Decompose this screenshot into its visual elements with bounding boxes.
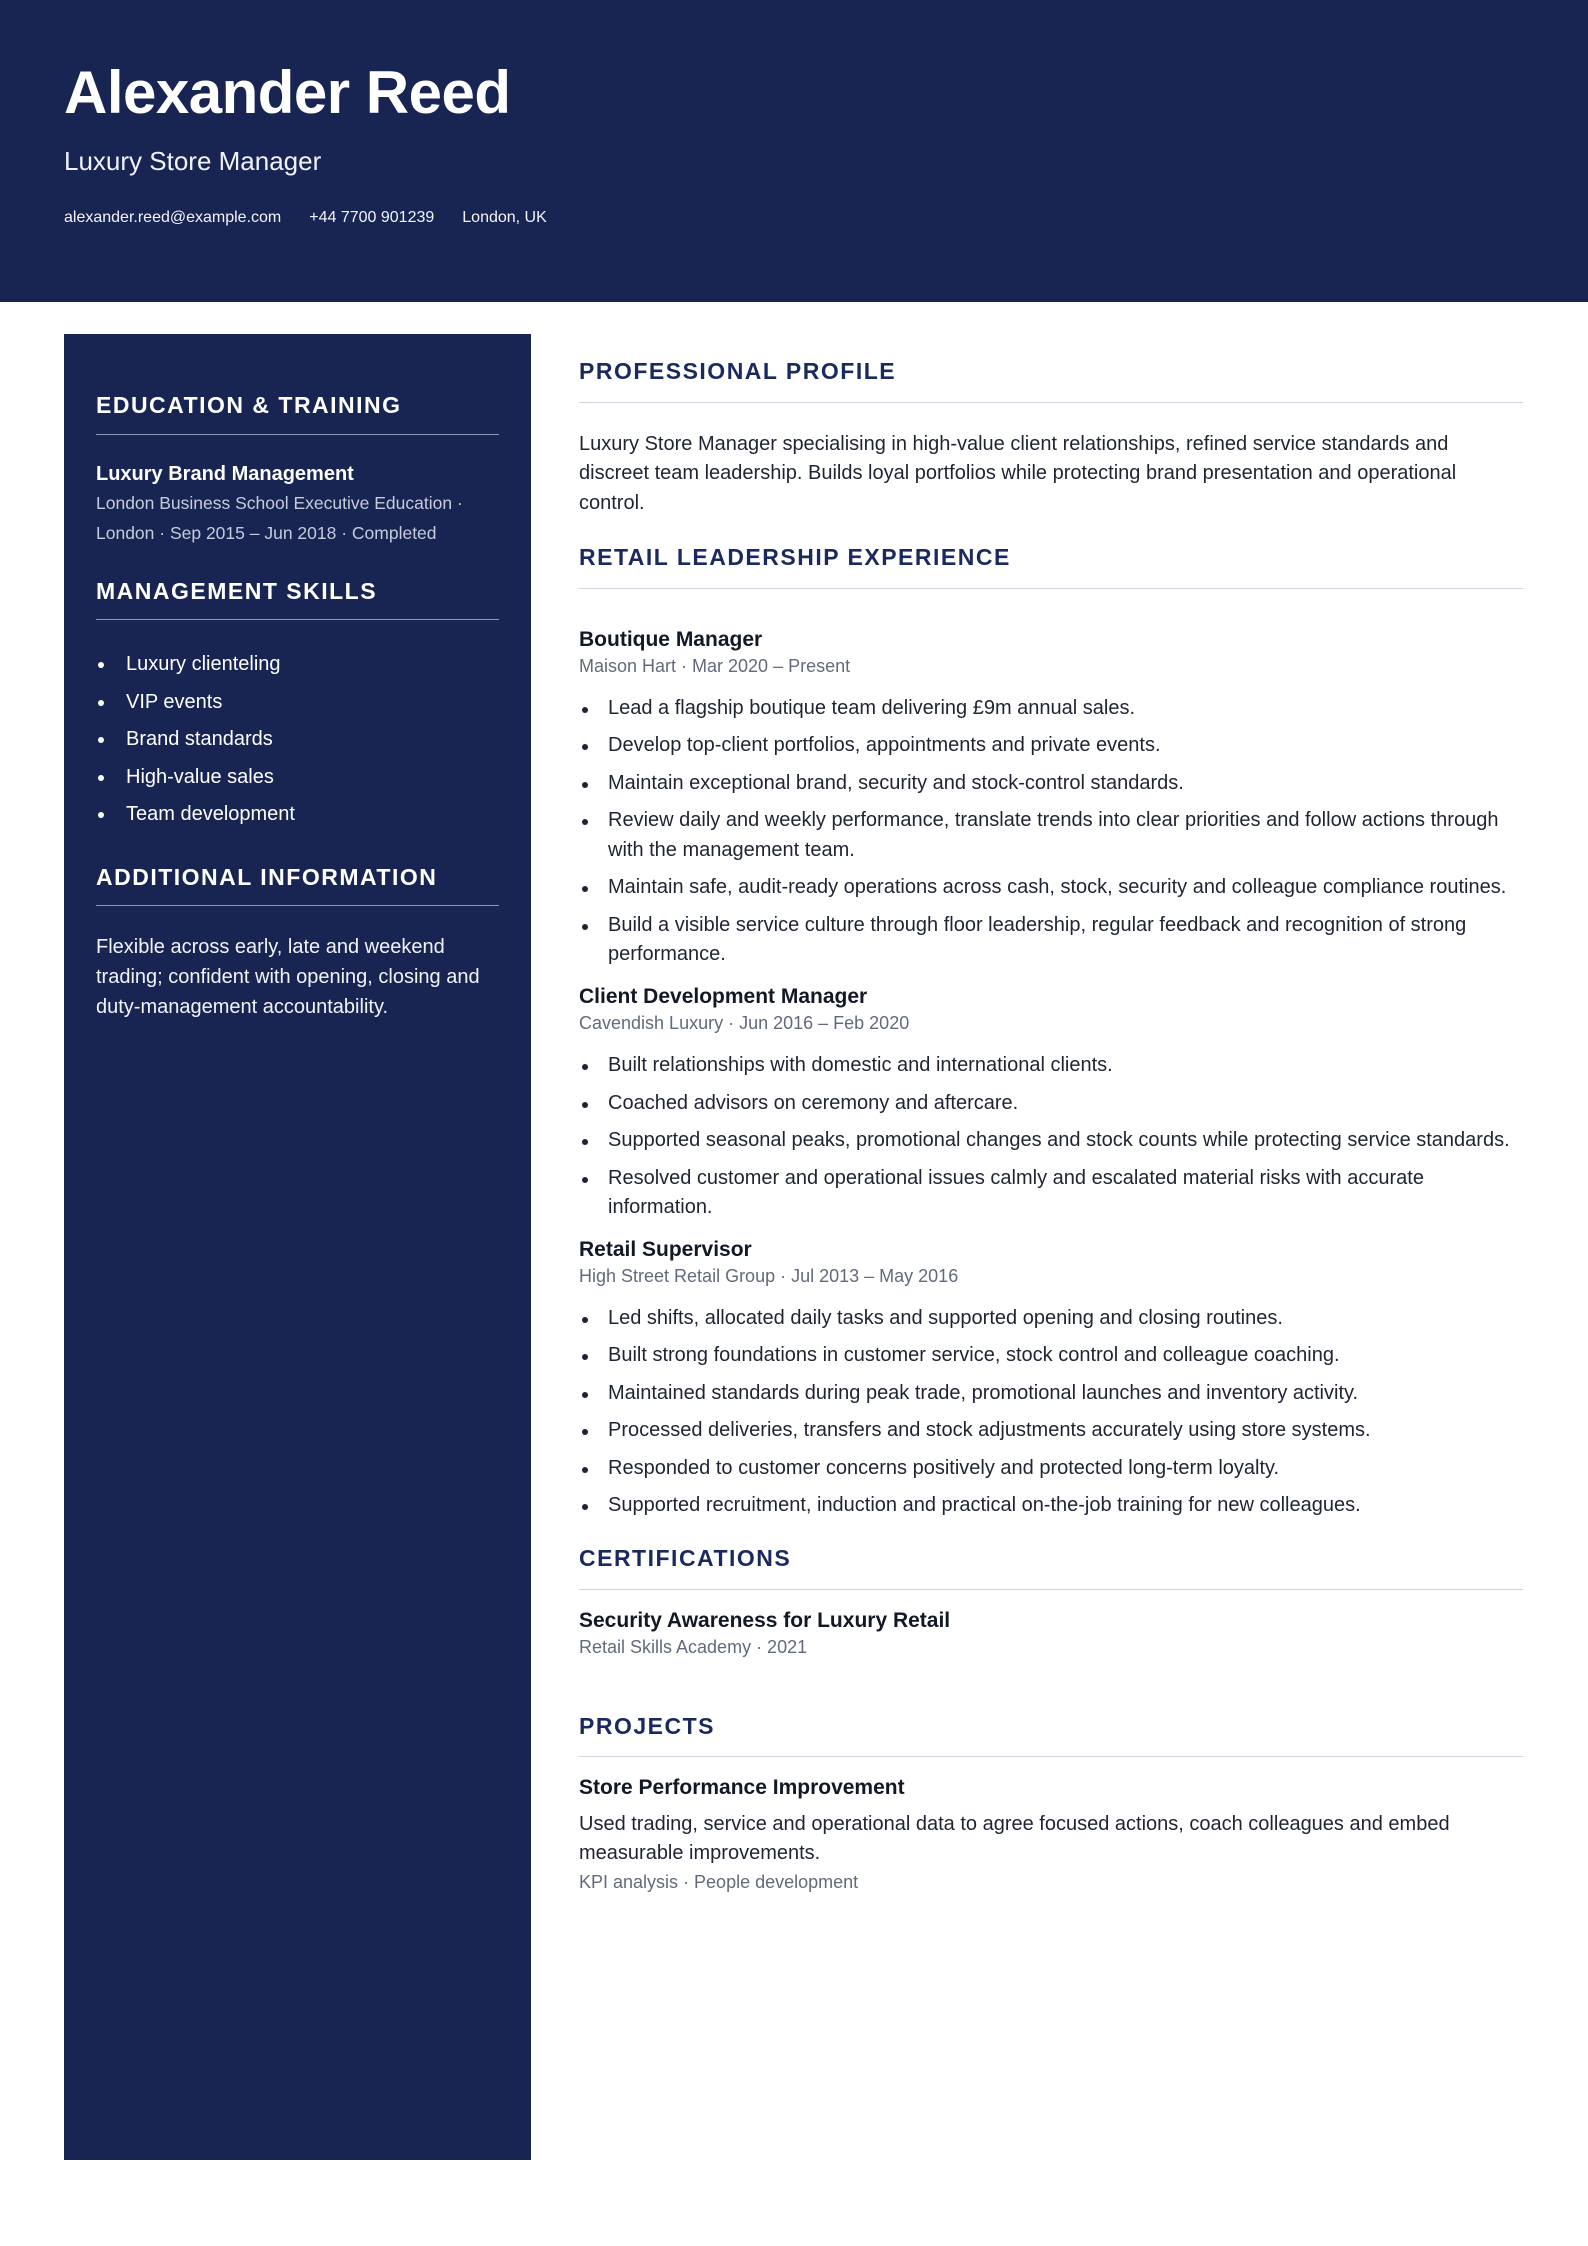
certifications-heading: CERTIFICATIONS bbox=[579, 1545, 1523, 1590]
job-bullet: Develop top-client portfolios, appointments and private events. bbox=[579, 731, 1523, 761]
skills-list bbox=[96, 646, 499, 834]
job-bullet: Supported recruitment, induction and practical on-the-job training for new colleagues. bbox=[579, 1491, 1523, 1521]
contact-email[interactable]: alexander.reed@example.com bbox=[64, 209, 282, 226]
job-bullet: Resolved customer and operational issues calmly and escalated material risks with accurate information. bbox=[579, 1164, 1523, 1223]
contact-line bbox=[64, 208, 547, 228]
job-bullet: Processed deliveries, transfers and stock adjustments accurately using store systems. bbox=[579, 1416, 1523, 1446]
job-bullet: Lead a flagship boutique team delivering £9m annual sales. bbox=[579, 694, 1523, 724]
additional-section bbox=[96, 864, 499, 1023]
job-bullet: Maintain exceptional brand, security and stock-control standards. bbox=[579, 769, 1523, 799]
certification-meta: Retail Skills Academy · 2021 bbox=[579, 1636, 808, 1657]
project-meta: KPI analysis · People development bbox=[579, 1871, 859, 1892]
education-section bbox=[96, 392, 499, 548]
project-entry bbox=[579, 1775, 1523, 1895]
candidate-name: Alexander Reed bbox=[64, 59, 511, 126]
skill-item: Team development bbox=[96, 796, 499, 834]
job-bullet: Built relationships with domestic and international clients. bbox=[579, 1051, 1523, 1081]
education-degree: Luxury Brand Management bbox=[96, 462, 354, 485]
sidebar bbox=[64, 334, 531, 2160]
project-description: Used trading, service and operational data to agree focused actions, coach colleagues and embed measurable improvements. bbox=[579, 1812, 1450, 1865]
education-meta: London Business School Executive Education · London · Sep 2015 – Jun 2018 · Completed bbox=[96, 492, 463, 543]
projects-heading: PROJECTS bbox=[579, 1713, 1523, 1758]
job-meta: Maison Hart · Mar 2020 – Present bbox=[579, 655, 851, 676]
job-entry bbox=[579, 984, 1523, 1223]
job-bullet: Build a visible service culture through floor leadership, regular feedback and recognition of strong performance. bbox=[579, 911, 1523, 970]
job-bullets bbox=[579, 694, 1523, 970]
job-bullet: Led shifts, allocated daily tasks and supported opening and closing routines. bbox=[579, 1304, 1523, 1334]
main-column bbox=[579, 358, 1523, 1896]
resume-header bbox=[0, 0, 1588, 302]
contact-location: London, UK bbox=[462, 209, 547, 226]
skills-heading: MANAGEMENT SKILLS bbox=[96, 578, 499, 621]
job-title: Boutique Manager bbox=[579, 627, 763, 651]
job-bullet: Coached advisors on ceremony and aftercare. bbox=[579, 1089, 1523, 1119]
job-title: Client Development Manager bbox=[579, 984, 868, 1008]
job-bullet: Review daily and weekly performance, translate trends into clear priorities and follow actions through with the management team. bbox=[579, 806, 1523, 865]
candidate-title: Luxury Store Manager bbox=[64, 146, 322, 176]
job-bullets bbox=[579, 1304, 1523, 1521]
contact-phone[interactable]: +44 7700 901239 bbox=[309, 209, 435, 226]
job-bullets bbox=[579, 1051, 1523, 1223]
certification-entry bbox=[579, 1608, 1523, 1661]
job-bullet: Maintained standards during peak trade, promotional launches and inventory activity. bbox=[579, 1379, 1523, 1409]
profile-heading: PROFESSIONAL PROFILE bbox=[579, 358, 1523, 403]
additional-heading: ADDITIONAL INFORMATION bbox=[96, 864, 499, 907]
job-bullet: Maintain safe, audit-ready operations across cash, stock, security and colleague compliance routines. bbox=[579, 873, 1523, 903]
job-meta: Cavendish Luxury · Jun 2016 – Feb 2020 bbox=[579, 1013, 910, 1034]
skill-item: Brand standards bbox=[96, 721, 499, 759]
job-meta: High Street Retail Group · Jul 2013 – May 2016 bbox=[579, 1265, 959, 1286]
job-entry bbox=[579, 627, 1523, 970]
experience-heading: RETAIL LEADERSHIP EXPERIENCE bbox=[579, 544, 1523, 589]
job-bullet: Built strong foundations in customer service, stock control and colleague coaching. bbox=[579, 1341, 1523, 1371]
job-bullet: Supported seasonal peaks, promotional changes and stock counts while protecting service standards. bbox=[579, 1126, 1523, 1156]
job-title: Retail Supervisor bbox=[579, 1237, 752, 1261]
project-title: Store Performance Improvement bbox=[579, 1776, 905, 1800]
skills-section bbox=[96, 578, 499, 834]
job-bullet: Responded to customer concerns positively and protected long-term loyalty. bbox=[579, 1454, 1523, 1484]
skill-item: High-value sales bbox=[96, 759, 499, 797]
skill-item: VIP events bbox=[96, 684, 499, 722]
education-heading: EDUCATION & TRAINING bbox=[96, 392, 499, 435]
skill-item: Luxury clienteling bbox=[96, 646, 499, 684]
certification-title: Security Awareness for Luxury Retail bbox=[579, 1608, 951, 1632]
profile-text: Luxury Store Manager specialising in high-value client relationships, refined service standards and discreet team leadership. Builds loyal portfolios while protecting brand presentation and operational control. bbox=[579, 432, 1457, 514]
additional-text: Flexible across early, late and weekend trading; confident with opening, closing and duty-management accountability. bbox=[96, 936, 480, 1019]
job-entry bbox=[579, 1237, 1523, 1521]
